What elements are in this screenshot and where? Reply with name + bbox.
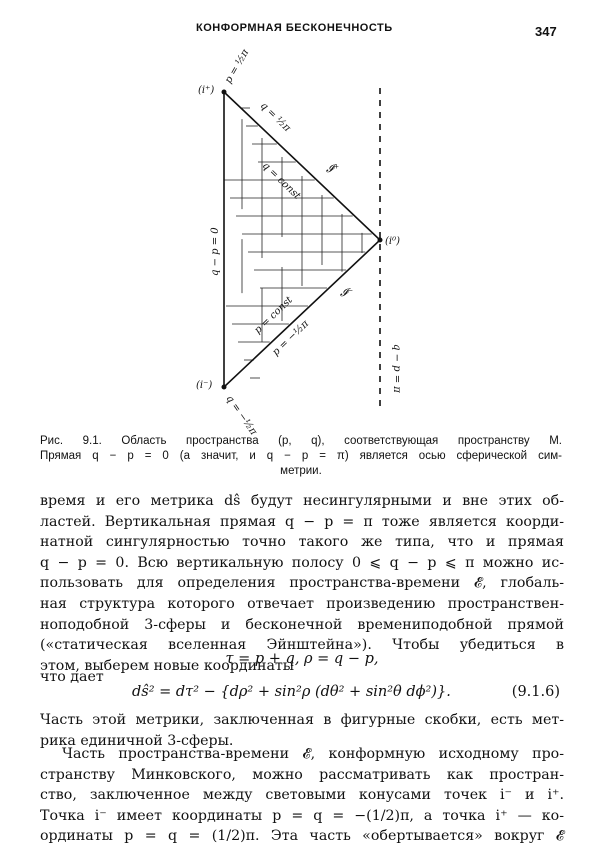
text-line: ноподобной 3-сферы и бесконечной времениподобной прямой [40,616,564,633]
text-line: («статическая вселенная Эйнштейна»). Чтобы убедиться в [40,637,564,654]
point-i-minus [222,385,227,390]
text-line: Точка i⁻ имеет координаты p = q = −(1/2)π, а точка i⁺ — ко- [40,807,564,824]
diagram-svg [180,47,440,438]
text-line: натной сингулярностью точно такого же типа, что и прямая [40,534,564,551]
label-q-minus-p-pi: q − p = π [391,344,402,393]
paragraph-1 [40,491,564,676]
label-i-minus: (i⁻) [196,380,213,391]
equation-1-text: τ = p + q, ρ = q − p, [225,651,379,667]
text-line: ластей. Вертикальная прямая q − p = π тоже является коорди- [40,513,564,530]
label-p-bottom: p = −½π [270,318,312,359]
text-line: этом, выберем новые координаты [40,657,295,674]
figure-caption [40,434,562,479]
text-line: q − p = 0. Всю вертикальную полосу 0 ⩽ q − p ⩽ π можно ис- [40,554,564,571]
label-q-minus-p-zero: q − p = 0 [210,227,221,276]
penrose-diagram [180,47,440,438]
page-number: 347 [535,24,557,39]
text-line: Часть этой метрики, заключенная в фигурные скобки, есть мет- [40,712,564,728]
caption-line: Прямая q − p = 0 (а значит, и q − p = π) является осью сферической сим- [40,450,562,462]
label-q-bottom: q = −½π [223,393,259,438]
label-q-top: q = ½π [257,100,293,135]
text-line: пользовать для определения пространства-времени 𝓔, глобаль- [40,575,564,592]
label-p-const: p = const [252,294,295,337]
point-i-zero [378,238,383,243]
equation-2-text: dŝ² = dτ² − {dρ² + sin²ρ (dθ² + sin²θ dϕ²)}. [132,684,451,700]
text-line: рика единичной 3-сферы. [40,732,234,749]
label-i-plus: (i⁺) [198,85,215,96]
label-scri-plus: 𝓘⁺ [326,162,340,175]
point-i-plus [222,90,227,95]
running-head: КОНФОРМНАЯ БЕСКОНЕЧНОСТЬ [196,22,393,34]
equation-number: (9.1.6) [511,684,560,700]
equation-1 [40,651,564,667]
text-line: ство, заключенное между световыми конусами точек i⁻ и i⁺. [40,787,564,804]
text-line: ординаты p = q = (1/2)π. Эта часть «обертывается» вокруг 𝓔 [40,828,564,845]
gives-text: что дает [40,669,104,685]
text-line: Часть пространства-времени 𝓔, конформную исходному про- [62,746,564,762]
label-i-zero: (i⁰) [385,236,401,247]
text-line: странству Минковского, можно рассматривать как простран- [40,766,564,783]
label-p-top: p = ½π [223,47,252,86]
label-scri-minus: 𝓘⁻ [340,286,354,299]
caption-line: метрии. [280,465,322,477]
label-q-const: q = const [259,160,303,202]
text-line: ная структура которого отвечает произведению пространствен- [40,595,564,612]
caption-line: Рис. 9.1. Область пространства (p, q), соответствующая пространству M. [40,435,562,447]
text-line: время и его метрика dŝ будут несингулярными и вне этих об- [40,493,564,509]
paragraph-3 [40,744,564,847]
